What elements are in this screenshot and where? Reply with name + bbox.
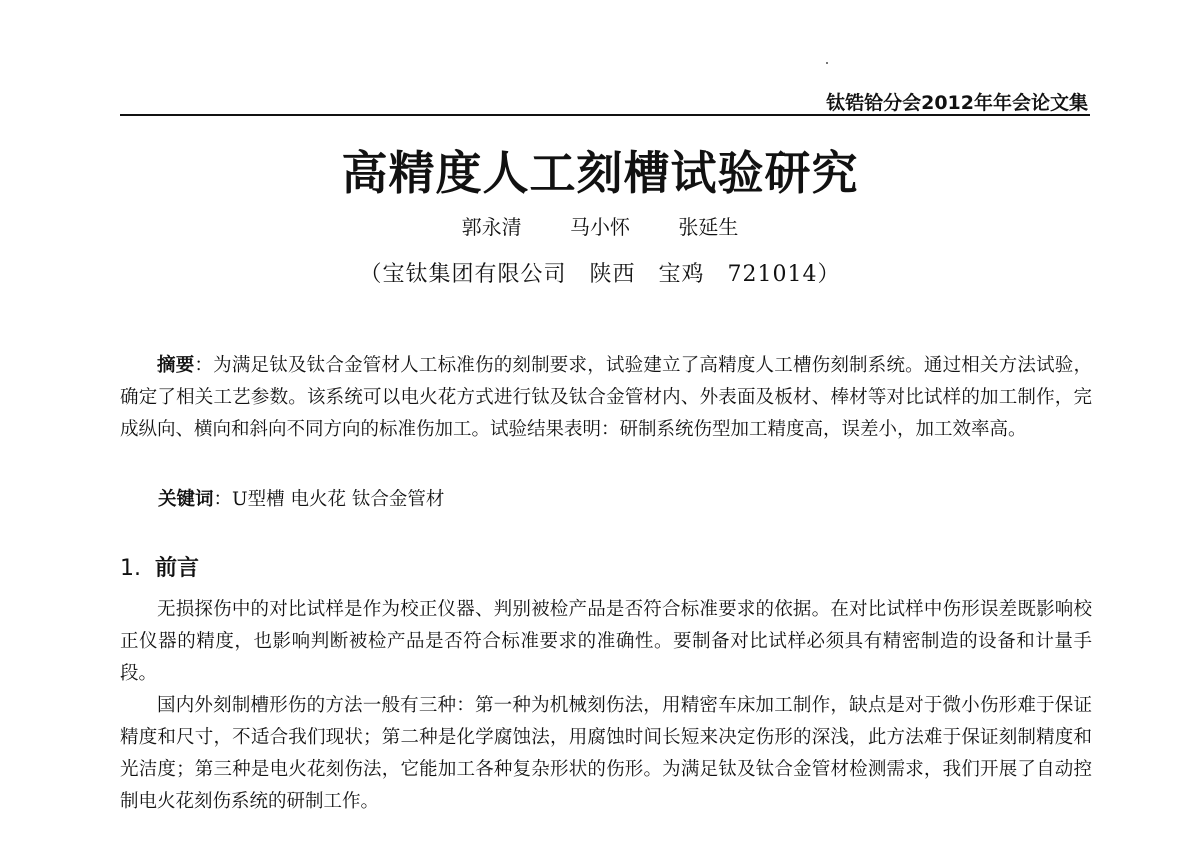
author-name: 马小怀 [570, 215, 630, 239]
author-name: 张延生 [678, 215, 739, 239]
author-list [0, 211, 1200, 240]
abstract-paragraph [120, 350, 1092, 446]
body-paragraph: 国内外刻制槽形伤的方法一般有三种：第一种为机械刻伤法，用精密车床加工制作，缺点是对于微小伤形难于保证精度和尺寸，不适合我们现状；第二种是化学腐蚀法，用腐蚀时间长短来决定伤形的深浅，此方法难于保证刻制精度和光洁度；第三种是电火花刻伤法，它能加工各种复杂形状的伤形。为满足钛及钛合金管材检测需求，我们开展了自动控制电火花刻伤系统的研制工作。 [120, 695, 1092, 812]
abstract-separator: ： [194, 355, 214, 376]
affiliation: （宝钛集团有限公司 陕西 宝鸡 721014） [359, 262, 841, 287]
paper-title: 高精度人工刻槽试验研究 [341, 146, 859, 200]
header-rule [120, 114, 1090, 116]
keywords-separator: ： [213, 489, 233, 510]
section-body [120, 594, 1092, 818]
abstract-label: 摘要 [157, 355, 195, 376]
scan-speck [826, 62, 828, 64]
proceedings-header: 钛锆铪分会2012年年会论文集 [826, 92, 1088, 114]
keywords [158, 484, 1058, 516]
section-number: 1. [120, 556, 141, 581]
abstract [120, 350, 1092, 446]
keywords-label: 关键词 [158, 489, 214, 510]
keywords-text: U型槽 电火花 钛合金管材 [232, 489, 445, 510]
abstract-text: 为满足钛及钛合金管材人工标准伤的刻制要求，试验建立了高精度人工槽伤刻制系统。通过相关方法试验，确定了相关工艺参数。该系统可以电火花方式进行钛及钛合金管材内、外表面及板材、棒材等对比试样的加工制作，完成纵向、横向和斜向不同方向的标准伤加工。试验结果表明：研制系统伤型加工精度高，误差小，加工效率高。 [120, 355, 1092, 440]
section-title: 前言 [155, 556, 200, 581]
body-paragraph: 无损探伤中的对比试样是作为校正仪器、判别被检产品是否符合标准要求的依据。在对比试样中伤形误差既影响校正仪器的精度，也影响判断被检产品是否符合标准要求的准确性。要制备对比试样必须具有精密制造的设备和计量手段。 [120, 599, 1092, 684]
author-name: 郭永清 [461, 215, 522, 239]
section-heading [120, 551, 199, 582]
